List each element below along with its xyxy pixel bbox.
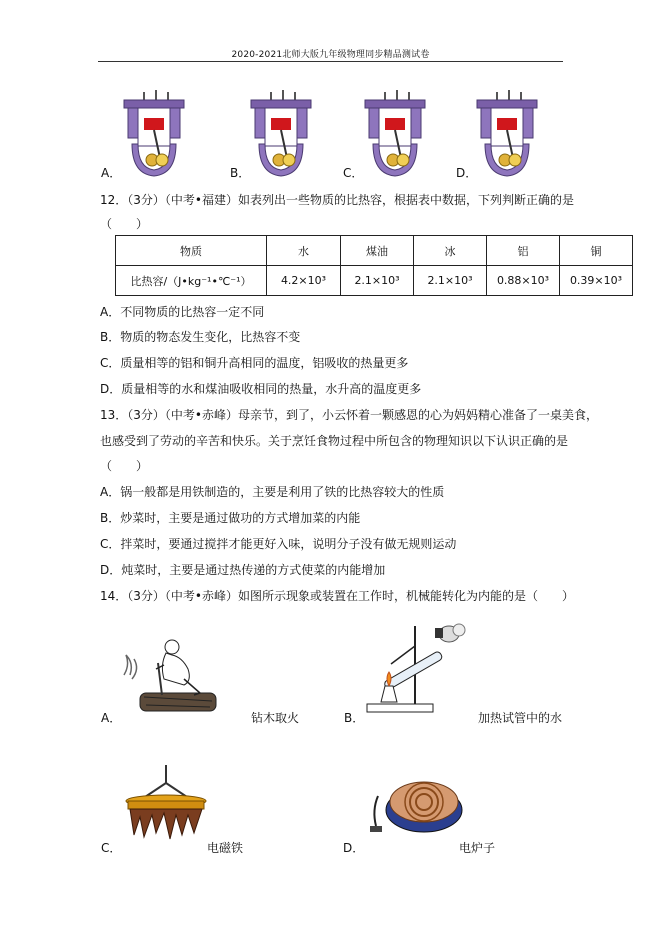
q12-option-a: A．不同物质的比热容一定不同 bbox=[100, 305, 265, 319]
table-cell: 比热容/（J•kg⁻¹•℃⁻¹） bbox=[116, 266, 267, 296]
table-cell: 2.1×10³ bbox=[414, 266, 487, 296]
specific-heat-table bbox=[115, 235, 633, 296]
q12-option-b: B．物质的物态发生变化，比热容不变 bbox=[100, 330, 301, 344]
page-header: 2020-2021北师大版九年级物理同步精品测试卷 bbox=[231, 50, 430, 60]
engine-diagram-c bbox=[363, 88, 429, 178]
q14-option-d-label: D． bbox=[343, 841, 365, 855]
q13-stem-line2: 也感受到了劳动的辛苦和快乐。关于烹饪食物过程中所包含的物理知识以下认识正确的是 bbox=[100, 434, 569, 448]
heating-test-tube-figure bbox=[363, 620, 483, 716]
q14-option-c-label: C． bbox=[101, 841, 122, 855]
engine-option-b-label: B． bbox=[230, 166, 251, 180]
q14-stem: 14．（3分）（中考•赤峰）如图所示现象或装置在工作时，机械能转化为内能的是（ ） bbox=[100, 589, 574, 603]
q13-option-a: A．锅一般都是用铁制造的，主要是利用了铁的比热容较大的性质 bbox=[100, 485, 445, 499]
engine-diagram-a bbox=[122, 88, 188, 178]
q14-option-b-label: B． bbox=[344, 711, 365, 725]
table-cell: 0.39×10³ bbox=[560, 266, 633, 296]
engine-diagram-b bbox=[249, 88, 315, 178]
table-cell: 冰 bbox=[414, 236, 487, 266]
engine-option-c-label: C． bbox=[343, 166, 364, 180]
q14-option-b-caption: 加热试管中的水 bbox=[478, 711, 563, 725]
q13-option-d: D．炖菜时，主要是通过热传递的方式使菜的内能增加 bbox=[100, 563, 386, 577]
table-row bbox=[116, 266, 633, 296]
q12-option-d: D．质量相等的水和煤油吸收相同的热量，水升高的温度更多 bbox=[100, 382, 422, 396]
table-cell: 煤油 bbox=[341, 236, 414, 266]
q12-stem: 12．（3分）（中考•福建）如表列出一些物质的比热容，根据表中数据，下列判断正确的是 bbox=[100, 193, 574, 207]
table-cell: 0.88×10³ bbox=[487, 266, 560, 296]
engine-option-a-label: A． bbox=[101, 166, 122, 180]
q14-option-a-caption: 钻木取火 bbox=[251, 711, 300, 725]
electromagnet-figure bbox=[122, 765, 212, 845]
q13-paren: （ ） bbox=[100, 459, 149, 473]
table-cell: 物质 bbox=[116, 236, 267, 266]
drill-wood-fire-figure bbox=[120, 635, 220, 717]
q12-paren: （ ） bbox=[100, 217, 149, 231]
header-divider bbox=[98, 61, 563, 62]
table-cell: 铝 bbox=[487, 236, 560, 266]
q14-option-c-caption: 电磁铁 bbox=[207, 841, 244, 855]
engine-diagram-d bbox=[475, 88, 541, 178]
table-cell: 水 bbox=[267, 236, 341, 266]
q12-option-c: C．质量相等的铝和铜升高相同的温度，铝吸收的热量更多 bbox=[100, 356, 409, 370]
table-cell: 4.2×10³ bbox=[267, 266, 341, 296]
q14-option-a-label: A． bbox=[101, 711, 122, 725]
engine-option-d-label: D． bbox=[456, 166, 478, 180]
electric-stove-figure bbox=[366, 766, 466, 838]
q13-option-c: C．拌菜时，要通过搅拌才能更好入味，说明分子没有做无规则运动 bbox=[100, 537, 457, 551]
q13-option-b: B．炒菜时，主要是通过做功的方式增加菜的内能 bbox=[100, 511, 361, 525]
table-row bbox=[116, 236, 633, 266]
q14-option-d-caption: 电炉子 bbox=[459, 841, 496, 855]
table-cell: 2.1×10³ bbox=[341, 266, 414, 296]
table-cell: 铜 bbox=[560, 236, 633, 266]
q13-stem-line1: 13．（3分）（中考•赤峰）母亲节，到了，小云怀着一颗感恩的心为妈妈精心准备了一桌美食， bbox=[100, 408, 598, 422]
